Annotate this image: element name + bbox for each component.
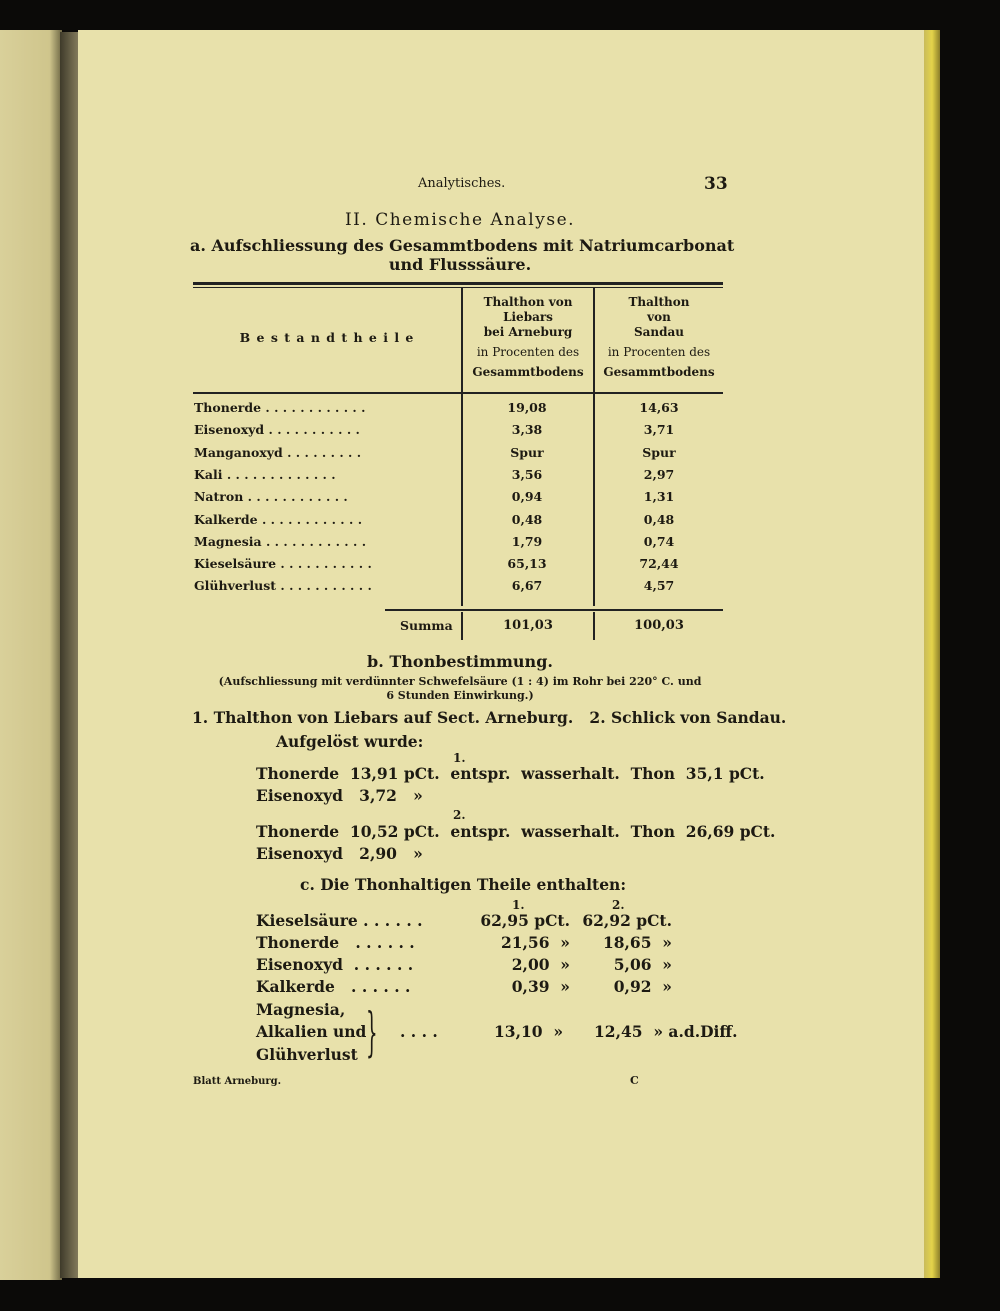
row-value-liebars: 3,56 — [511, 466, 543, 482]
row-value-sandau: 3,71 — [643, 422, 675, 438]
running-head: Analytisches. — [418, 176, 506, 191]
c-row-value-1: 2,00 » — [511, 955, 570, 974]
table-header-col2 — [595, 295, 723, 380]
row-value-liebars: 65,13 — [507, 556, 547, 572]
c-last-value-2: 12,45 » a.d.Diff. — [594, 1022, 738, 1041]
c-last-value-1: 13,10 » — [494, 1022, 564, 1041]
row-value-sandau: 4,57 — [643, 578, 675, 594]
c-row-value-2: 62,92 pCt. — [582, 911, 672, 930]
sample-1-number: 1. — [453, 751, 466, 765]
sample-2-line1: Thonerde 10,52 pCt. entspr. wasserhalt. Thon 26,69 pCt. — [256, 822, 776, 841]
table-header-bestandtheile: B e s t a n d t h e i l e — [239, 330, 415, 345]
row-value-sandau: 2,97 — [643, 466, 675, 482]
row-value-sandau: 72,44 — [639, 556, 679, 572]
c-last-label-2: Alkalien und — [256, 1022, 367, 1041]
table-header-rule — [193, 392, 723, 394]
subsection-b-note: 6 Stunden Einwirkung.) — [386, 689, 534, 702]
c-row-value-1: 0,39 » — [511, 977, 570, 996]
sample-2-number: 2. — [453, 808, 466, 822]
header-line: Thalthon — [628, 295, 690, 309]
c-row-label: Eisenoxyd . . . . . . — [256, 955, 414, 974]
subsection-a-title-line1: a. Aufschliessung des Gesammtbodens mit Natriumcarbonat — [190, 236, 735, 255]
sum-value-1: 101,03 — [503, 618, 553, 633]
row-value-sandau: 1,31 — [643, 489, 675, 505]
row-label: Manganoxyd . . . . . . . . . — [194, 444, 362, 460]
subsection-a-title-line2: und Flusssäure. — [388, 255, 532, 274]
header-line: Gesammtbodens — [472, 365, 584, 379]
c-last-label-3: Glühverlust — [256, 1045, 358, 1064]
sample-1-line2: Eisenoxyd 3,72 » — [256, 786, 423, 805]
table-top-rule-thin — [193, 287, 723, 288]
row-value-liebars: 1,79 — [511, 533, 543, 549]
row-value-sandau: Spur — [642, 444, 676, 460]
row-value-liebars: 6,67 — [511, 578, 543, 594]
c-row-label: Kalkerde . . . . . . — [256, 977, 411, 996]
book-gutter — [60, 32, 80, 1278]
row-value-sandau: 0,74 — [643, 533, 675, 549]
header-line: Thalthon von — [483, 295, 573, 309]
subsection-c-title: c. Die Thonhaltigen Theile enthalten: — [300, 875, 627, 894]
row-label: Glühverlust . . . . . . . . . . . — [194, 578, 372, 594]
row-label: Kieselsäure . . . . . . . . . . . — [194, 556, 372, 572]
sum-value-2: 100,03 — [634, 618, 684, 633]
c-last-label-1: Magnesia, — [256, 1000, 346, 1019]
header-line: Sandau — [633, 325, 685, 339]
c-col2-number: 2. — [612, 898, 625, 912]
row-value-liebars: 19,08 — [507, 400, 547, 415]
header-line: von — [647, 310, 671, 324]
row-value-liebars: Spur — [510, 444, 544, 460]
row-value-sandau: 0,48 — [643, 511, 675, 527]
facing-page-edge — [0, 30, 62, 1280]
subsection-b-note: (Aufschliessung mit verdünnter Schwefelsäure (1 : 4) im Rohr bei 220° C. und — [218, 675, 702, 688]
sample-2-line2: Eisenoxyd 2,90 » — [256, 844, 423, 863]
row-label: Magnesia . . . . . . . . . . . . — [194, 533, 367, 549]
table-top-rule — [193, 282, 723, 285]
header-line: Gesammtbodens — [603, 365, 715, 379]
sum-label: Summa — [400, 618, 453, 633]
header-line: in Procenten des — [607, 345, 711, 359]
header-line: bei Arneburg — [483, 325, 573, 339]
signature-mark: C — [630, 1074, 639, 1087]
header-line: Liebars — [503, 310, 553, 324]
c-row-value-2: 18,65 » — [602, 933, 672, 952]
row-value-liebars: 0,94 — [511, 489, 543, 505]
row-label: Eisenoxyd . . . . . . . . . . . — [194, 422, 360, 438]
row-label: Kali . . . . . . . . . . . . . — [194, 466, 336, 482]
header-line: in Procenten des — [476, 345, 580, 359]
row-label: Natron . . . . . . . . . . . . — [194, 489, 348, 505]
dissolved-label: Aufgelöst wurde: — [276, 732, 424, 751]
c-row-value-1: 62,95 pCt. — [480, 911, 570, 930]
samples-line: 1. Thalthon von Liebars auf Sect. Arneburg. 2. Schlick von Sandau. — [192, 708, 787, 727]
page-edges — [924, 30, 940, 1278]
sample-1-line1: Thonerde 13,91 pCt. entspr. wasserhalt. Thon 35,1 pCt. — [256, 764, 765, 783]
row-value-liebars: 3,38 — [511, 422, 543, 438]
brace-glyph: } — [366, 1003, 378, 1063]
row-label: Kalkerde . . . . . . . . . . . . — [194, 511, 363, 527]
row-value-liebars: 0,48 — [511, 511, 543, 527]
page-number: 33 — [704, 174, 728, 194]
row-value-sandau: 14,63 — [639, 400, 679, 415]
c-row-label: Kieselsäure . . . . . . — [256, 911, 423, 930]
c-row-value-2: 5,06 » — [613, 955, 672, 974]
c-last-dots: . . . . — [400, 1022, 438, 1041]
section-title: II. Chemische Analyse. — [344, 210, 576, 230]
c-row-value-1: 21,56 » — [500, 933, 570, 952]
c-row-value-2: 0,92 » — [613, 977, 672, 996]
c-col1-number: 1. — [512, 898, 525, 912]
row-label: Thonerde . . . . . . . . . . . . — [194, 400, 366, 415]
table-header-col1 — [463, 295, 593, 380]
table-sum-rule — [385, 609, 723, 611]
subsection-b-title: b. Thonbestimmung. — [367, 652, 553, 671]
c-row-label: Thonerde . . . . . . — [256, 933, 415, 952]
footer-sheet-name: Blatt Arneburg. — [193, 1076, 282, 1087]
